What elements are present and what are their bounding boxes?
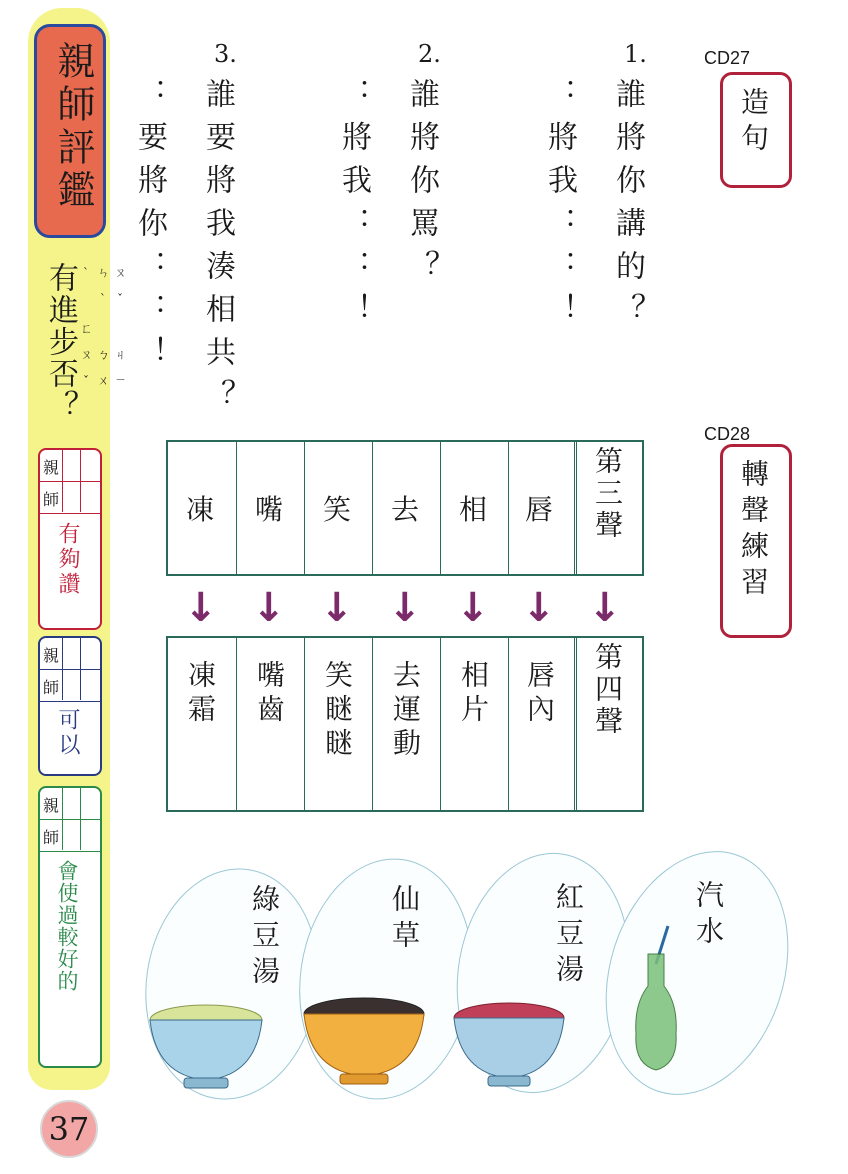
tone3-char-3: 去 xyxy=(391,493,420,526)
tone3-header: 第三聲 xyxy=(591,446,624,542)
sentence-3-number: 3. xyxy=(214,40,237,68)
illustration-frame xyxy=(576,827,819,1119)
rating-box-ok[interactable] xyxy=(38,636,102,776)
progress-question-zhuyin: ㄡˇ ㄐㄧㄣˋ ㄅㄨˋ ㄈㄡˇ xyxy=(79,266,127,402)
down-arrow-icon: ↓ xyxy=(184,585,218,631)
tone3-char-5: 嘴 xyxy=(255,493,284,526)
cd28-label: CD28 xyxy=(704,424,751,444)
table-cell xyxy=(236,638,305,810)
red-bean-bowl-image xyxy=(450,998,568,1088)
tone4-word-3: 去運動 xyxy=(389,660,422,762)
down-arrow-icon: ↓ xyxy=(252,585,286,631)
rating-ok-label: 可以 xyxy=(55,708,80,758)
table-cell xyxy=(168,638,236,810)
table-cell xyxy=(508,638,575,810)
page-number: 37 xyxy=(40,1100,98,1158)
tone3-char-4: 笑 xyxy=(323,493,352,526)
sidebar-title: 親師評鑑 xyxy=(51,41,95,213)
row-label-teacher: 師 xyxy=(43,678,60,697)
row-label-parent: 親 xyxy=(43,458,60,477)
rating-box-improve[interactable] xyxy=(38,786,102,1068)
grass-jelly-bowl-image xyxy=(300,994,428,1086)
row-label-parent: 親 xyxy=(43,646,60,665)
table-cell xyxy=(372,442,441,574)
third-tone-table xyxy=(166,440,644,576)
tone4-word-1: 唇內 xyxy=(523,660,556,728)
table-header-cell xyxy=(574,442,645,574)
cd27-label: CD27 xyxy=(704,48,751,68)
table-cell xyxy=(236,442,305,574)
table-cell xyxy=(508,442,575,574)
table-cell xyxy=(440,638,509,810)
down-arrow-icon: ↓ xyxy=(522,585,556,631)
dessert-label-soda: 汽水 xyxy=(692,880,725,952)
row-label-parent: 親 xyxy=(43,796,60,815)
dessert-label-red-bean-soup: 紅豆湯 xyxy=(552,882,585,990)
sentence-2-line-1: 誰將你罵？ xyxy=(404,78,439,293)
tone3-char-1: 唇 xyxy=(525,493,554,526)
row-label-teacher: 師 xyxy=(43,490,60,509)
rating-box-good[interactable] xyxy=(38,448,102,630)
rating-improve-label: 會使過較好的 xyxy=(55,860,79,992)
down-arrow-icon: ↓ xyxy=(388,585,422,631)
mung-bean-bowl-image xyxy=(146,1000,266,1090)
sidebar-title-box xyxy=(34,24,106,238)
down-arrow-icon: ↓ xyxy=(456,585,490,631)
table-header-cell xyxy=(574,638,645,810)
down-arrow-icon: ↓ xyxy=(320,585,354,631)
soda-bottle-image xyxy=(626,924,686,1074)
sentence-2-line-2: ：將我：：！ xyxy=(336,78,371,336)
rating-good-label: 有夠讚 xyxy=(55,522,80,597)
tone4-word-6: 凍霜 xyxy=(184,660,217,728)
cd28-box xyxy=(720,444,792,638)
row-label-teacher: 師 xyxy=(43,828,60,847)
cd28-title: 轉聲練習 xyxy=(737,459,770,603)
progress-question: 有進步否？ xyxy=(43,262,78,422)
fourth-tone-table xyxy=(166,636,644,812)
sentence-3-line-2: ：要將你：：！ xyxy=(132,78,167,379)
sentence-2-number: 2. xyxy=(418,40,441,68)
cd27-title: 造句 xyxy=(737,87,770,159)
tone3-char-6: 凍 xyxy=(186,493,215,526)
table-cell xyxy=(440,442,509,574)
table-cell xyxy=(168,442,236,574)
tone4-header: 第四聲 xyxy=(591,642,624,738)
down-arrow-icon: ↓ xyxy=(588,585,622,631)
sentence-1-number: 1. xyxy=(624,40,647,68)
cd27-box xyxy=(720,72,792,188)
sentence-1-line-2: ：將我：：！ xyxy=(542,78,577,336)
table-cell xyxy=(372,638,441,810)
tone3-char-2: 相 xyxy=(459,493,488,526)
dessert-label-grass-jelly: 仙草 xyxy=(388,884,421,956)
tone4-word-4: 笑瞇瞇 xyxy=(321,660,354,762)
sentence-3-line-1: 誰要將我湊相共？ xyxy=(200,78,235,422)
tone4-word-2: 相片 xyxy=(457,660,490,728)
table-cell xyxy=(304,638,373,810)
tone4-word-5: 嘴齒 xyxy=(253,660,286,728)
dessert-label-mung-bean-soup: 綠豆湯 xyxy=(248,884,281,992)
sentence-1-line-1: 誰將你講的？ xyxy=(610,78,645,336)
table-cell xyxy=(304,442,373,574)
